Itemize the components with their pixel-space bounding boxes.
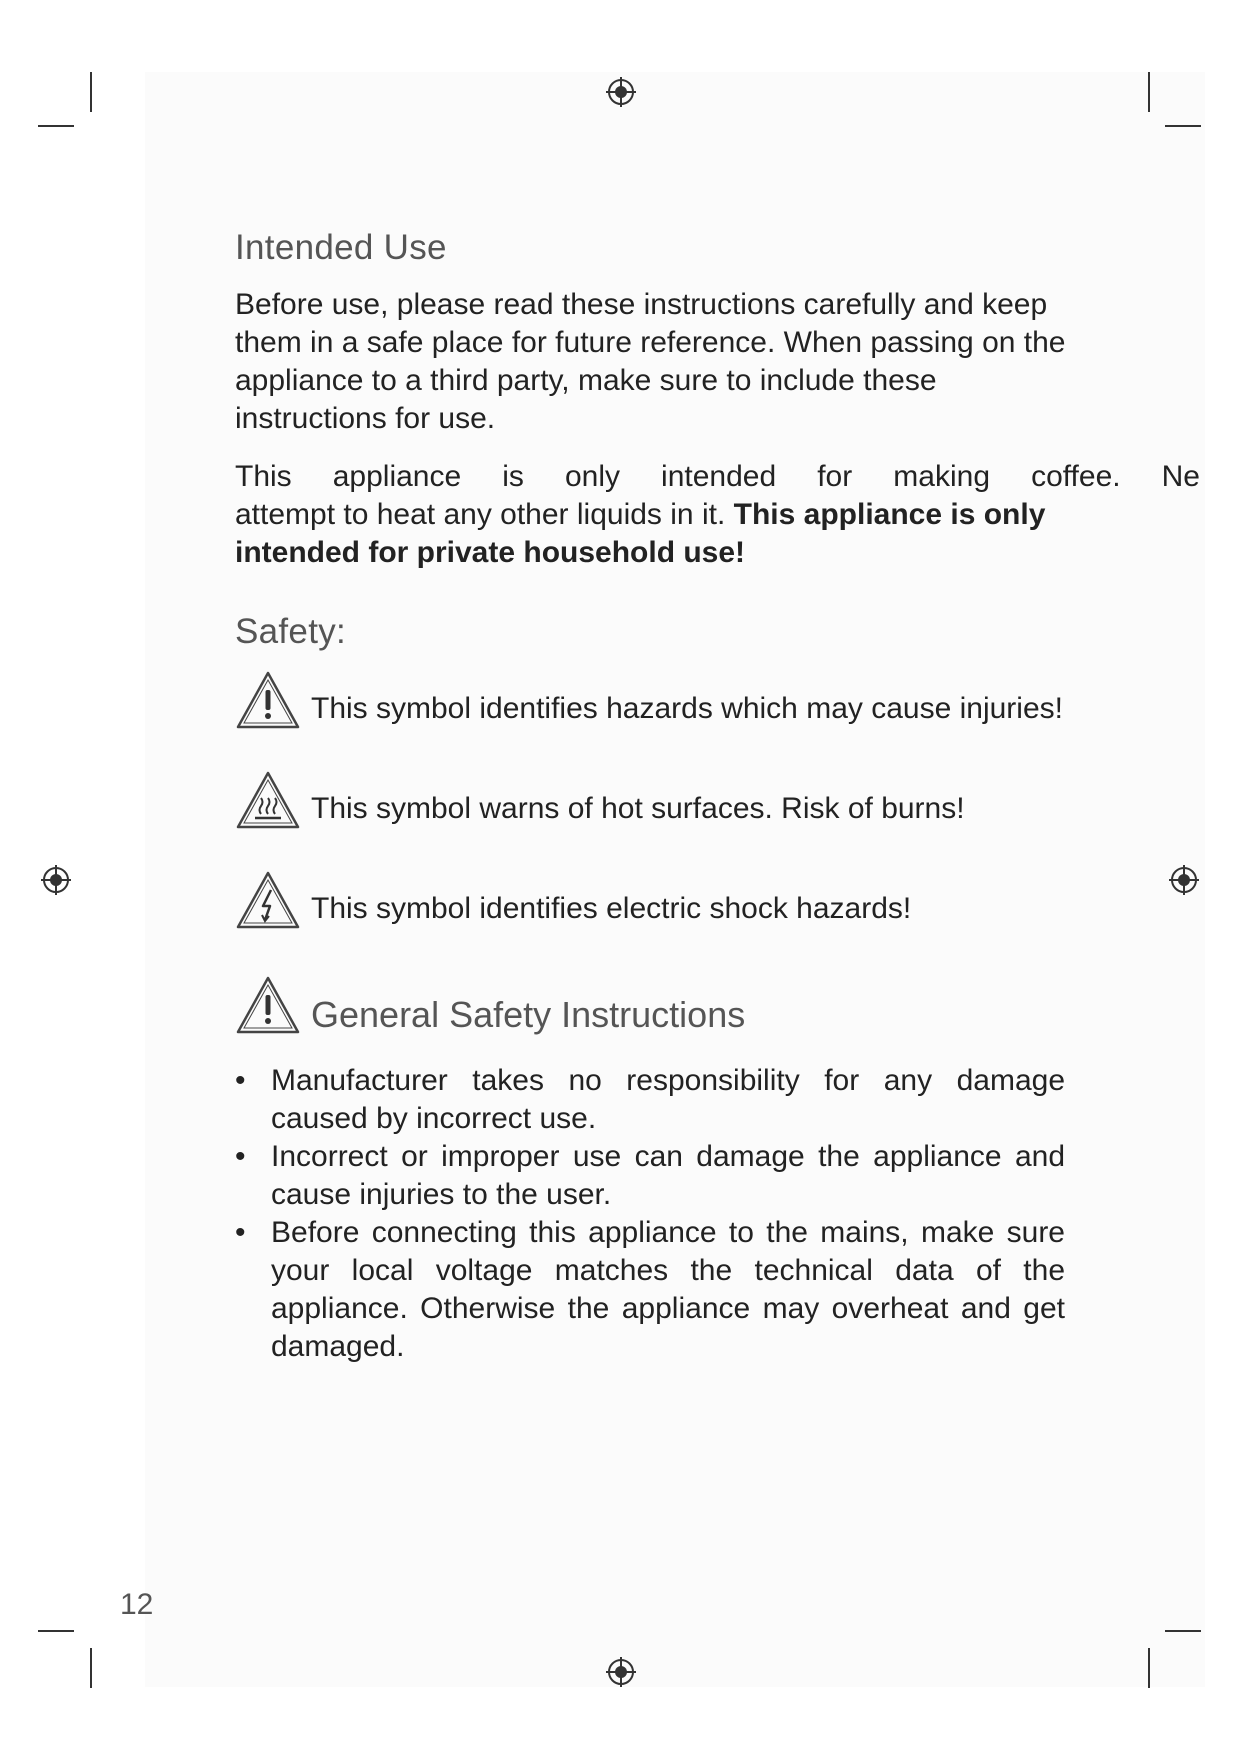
hazard-electric-text: This symbol identifies electric shock hazards! [311,892,912,925]
hazard-hot-text: This symbol warns of hot surfaces. Risk of burns! [311,792,965,825]
general-safety-heading: General Safety Instructions [311,994,746,1035]
crop-mark [90,1648,92,1688]
appliance-use-continuation [235,496,1075,572]
registration-mark-icon [40,864,72,896]
warning-exclamation-icon [235,670,301,730]
general-safety-header [235,975,745,1035]
hazard-row [235,870,911,930]
hazard-injury-text: This symbol identifies hazards which may cause injuries! [311,692,1063,725]
list-item-text: Manufacturer takes no responsibility for any damage caused by incorrect use. [271,1064,1065,1135]
warning-exclamation-icon [235,975,301,1035]
registration-mark-icon [1168,864,1200,896]
crop-mark [90,72,92,112]
list-item [235,1214,1065,1366]
safety-instructions-list [235,1062,1065,1366]
page-number: 12 [120,1588,154,1621]
list-item [235,1062,1065,1138]
crop-mark [1148,72,1150,112]
registration-mark-icon [605,76,637,108]
crop-mark [1165,125,1201,127]
hot-surface-icon [235,770,301,830]
intended-use-paragraph: Before use, please read these instructions carefully and keep them in a safe place for future reference. When passing on the appliance to a third party, make sure to include these instructions for use. [235,288,1066,435]
bullet-icon: • [235,1216,246,1249]
registration-mark-icon [605,1656,637,1688]
appliance-use-paragraph [235,458,1200,496]
hazard-row [235,670,1063,730]
electric-shock-icon [235,870,301,930]
intended-use-heading: Intended Use [235,228,447,267]
list-item-text: Before connecting this appliance to the mains, make sure your local voltage matches the technical data of the appliance. Otherwise the appliance may overheat and get damaged. [271,1216,1065,1363]
private-use-warning: This appliance is only intended for private household use! [235,498,1046,569]
crop-mark [1148,1648,1150,1688]
list-item-text: Incorrect or improper use can damage the appliance and cause injuries to the user. [271,1140,1065,1211]
crop-mark [1165,1630,1201,1632]
list-item [235,1138,1065,1214]
crop-mark [38,125,74,127]
bullet-icon: • [235,1140,246,1173]
appliance-use-text: attempt to heat any other liquids in it. [235,498,726,531]
safety-heading: Safety: [235,612,347,651]
bullet-icon: • [235,1064,246,1097]
hazard-row [235,770,965,830]
crop-mark [38,1630,74,1632]
appliance-use-line: This appliance is only intended for making coffee. Ne [235,460,1200,493]
